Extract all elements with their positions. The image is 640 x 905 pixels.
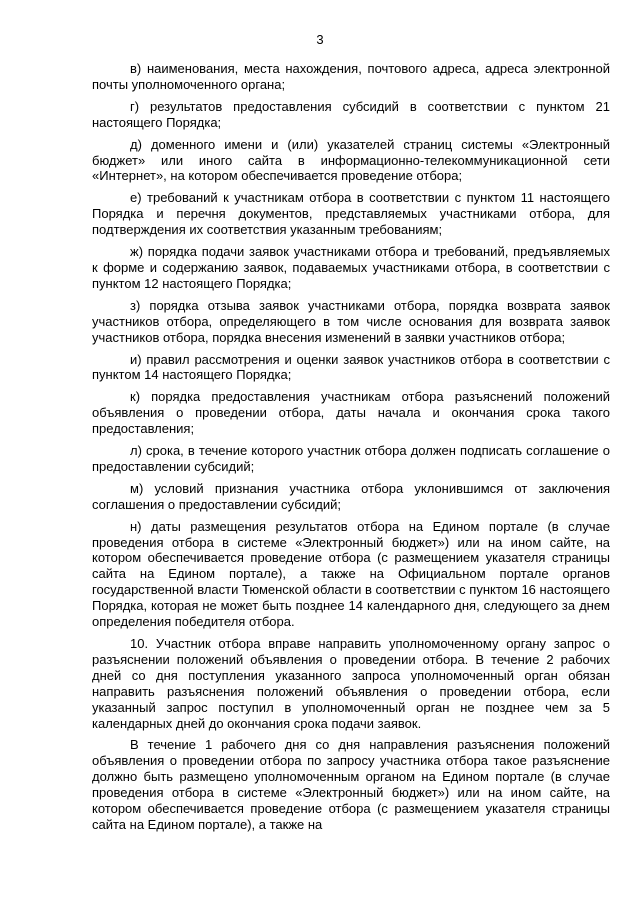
paragraph-clause-10: 10. Участник отбора вправе направить уполномоченному органу запрос о разъяснении положений объявления о проведении отбора. В течение 2 рабочих дней со дня поступления указанного запроса уполномоченный орган обязан направить разъяснения положений объявления о проведении отбора, если указанный запрос поступил в уполномоченный орган не позднее чем за 5 календарных дней до окончания срока подачи заявок. — [92, 636, 610, 731]
paragraph-d: д) доменного имени и (или) указателей страниц системы «Электронный бюджет» или иного сайта в информационно-телекоммуникационной сети «Интернет», на котором обеспечивается проведение отбора; — [92, 136, 610, 184]
paragraph-l: л) срока, в течение которого участник отбора должен подписать соглашение о предоставлении субсидий; — [92, 443, 610, 474]
paragraph-clarification-publication: В течение 1 рабочего дня со дня направления разъяснения положений объявления о проведении отбора по запросу участника отбора такое разъяснение должно быть размещено уполномоченным органом на Едином портале (в случае проведения отбора в системе «Электронный бюджет») или на ином сайте, на котором обеспечивается проведение отбора (с размещением указателя страницы сайта на Едином портале), а также на — [92, 737, 610, 832]
paragraph-z: з) порядка отзыва заявок участниками отбора, порядка возврата заявок участников отбора, определяющего в том числе основания для возврата заявок участников отбора, порядка внесения изменений в заявки участников отбора; — [92, 297, 610, 345]
paragraph-v: в) наименования, места нахождения, почтового адреса, адреса электронной почты уполномоченного органа; — [92, 61, 610, 92]
paragraph-zh: ж) порядка подачи заявок участниками отбора и требований, предъявляемых к форме и содержанию заявок, подаваемых участниками отбора, в соответствии с пунктом 12 настоящего Порядка; — [92, 244, 610, 291]
paragraph-e: е) требований к участникам отбора в соответствии с пунктом 11 настоящего Порядка и перечня документов, представляемых участниками отбора, для подтверждения их соответствия указанным требованиям; — [92, 190, 610, 238]
page-number: 3 — [316, 32, 324, 47]
paragraph-n: н) даты размещения результатов отбора на Едином портале (в случае проведения отбора в системе «Электронный бюджет») или на ином сайте, на котором обеспечивается проведение отбора (с размещением указателя страницы сайта на Едином портале), а также на Официальном портале органов государственной власти Тюменской области в соответствии с пунктом 16 настоящего Порядка, которая не может быть позднее 14 календарного дня, следующего за днем определения победителя отбора. — [92, 518, 610, 630]
paragraph-g: г) результатов предоставления субсидий в соответствии с пунктом 21 настоящего Порядка; — [92, 98, 610, 130]
paragraph-m: м) условий признания участника отбора уклонившимся от заключения соглашения о предоставлении субсидий; — [92, 480, 610, 512]
document-body — [92, 61, 610, 839]
paragraph-i: и) правил рассмотрения и оценки заявок участников отбора в соответствии с пунктом 14 настоящего Порядка; — [92, 351, 610, 383]
paragraph-k: к) порядка предоставления участникам отбора разъяснений положений объявления о проведении отбора, даты начала и окончания срока такого предоставления; — [92, 389, 610, 437]
